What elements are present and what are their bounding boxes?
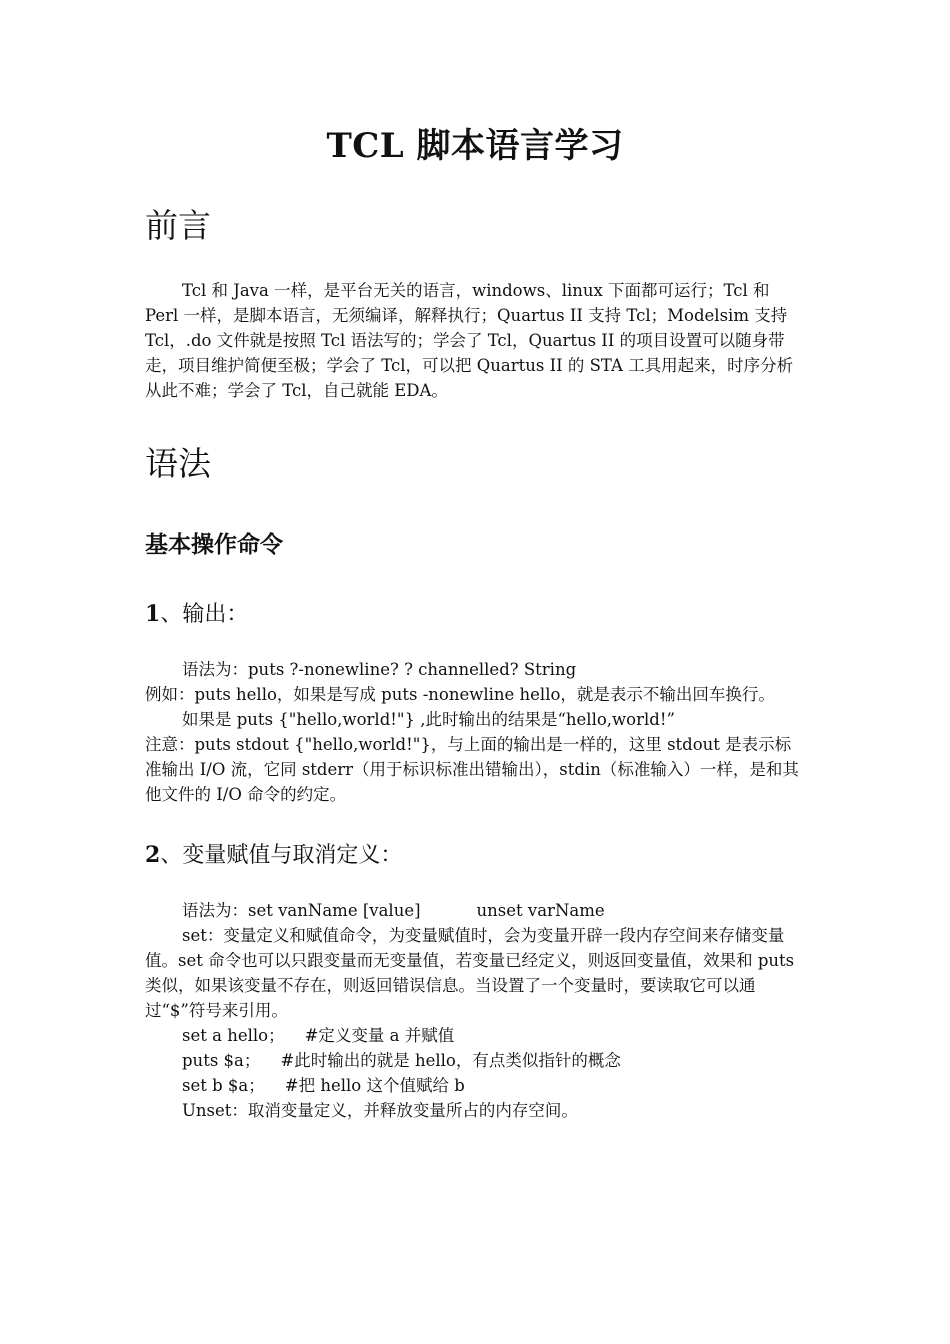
preface-paragraph xyxy=(145,278,807,403)
variables-heading-number: 2 xyxy=(145,842,161,868)
puts-syntax-line: 语法为：puts ?-nonewline? ? channelled? String xyxy=(182,660,577,679)
example-2-comment: #此时输出的就是 hello，有点类似指针的概念 xyxy=(280,1051,621,1070)
variables-heading-text: 、变量赋值与取消定义： xyxy=(160,843,403,868)
set-syntax: 语法为：set vanName [value] xyxy=(182,901,421,920)
set-syntax-line xyxy=(145,898,807,923)
output-section-body xyxy=(145,657,807,807)
example-1-comment: #定义变量 a 并赋值 xyxy=(304,1026,455,1045)
preface-text: Tcl 和 Java 一样，是平台无关的语言，windows、linux 下面都可运行；Tcl 和 Perl 一样，是脚本语言，无须编译，解释执行；Quartus II 支持 Tcl；Modelsim 支持 Tcl，.do 文件就是按照 Tcl 语法写的；学会了 Tcl，Quartus II 的项目设置可以随身带走，项目维护简便至极；学会了 Tcl，可以把 Quartus II 的 STA 工具用起来，时序分析从此不难；学会了 Tcl，自己就能 EDA。 xyxy=(145,281,794,400)
preface-heading: 前言 xyxy=(145,206,211,245)
example-2-code: puts $a； xyxy=(182,1051,261,1070)
variables-section-body xyxy=(145,898,807,1123)
unset-description: Unset：取消变量定义，并释放变量所占的内存空间。 xyxy=(182,1101,578,1120)
variables-heading xyxy=(145,838,402,869)
puts-if-case-line: 如果是 puts {"hello,world!"} ,此时输出的结果是“hello,world!” xyxy=(182,710,675,729)
unset-syntax: unset varName xyxy=(476,901,605,920)
example-3-comment: #把 hello 这个值赋给 b xyxy=(284,1076,465,1095)
output-heading xyxy=(145,597,248,628)
puts-note-paragraph: 注意：puts stdout {"hello,world!"}，与上面的输出是一样的，这里 stdout 是表示标准输出 I/O 流，它同 stderr（用于标识标准出错输出），stdin（标准输入）一样，是和其他文件的 I/O 命令的约定。 xyxy=(145,735,799,804)
puts-example-line: 例如：puts hello，如果是写成 puts -nonewline hello，就是表示不输出回车换行。 xyxy=(145,685,775,704)
example-1-code: set a hello； xyxy=(182,1026,285,1045)
syntax-heading: 语法 xyxy=(145,444,211,483)
output-heading-text: 、输出： xyxy=(160,602,249,627)
example-line-3 xyxy=(145,1073,807,1098)
output-heading-number: 1 xyxy=(145,601,161,627)
example-line-1 xyxy=(145,1023,807,1048)
example-line-2 xyxy=(145,1048,807,1073)
example-3-code: set b $a； xyxy=(182,1076,265,1095)
basic-commands-heading: 基本操作命令 xyxy=(145,531,283,558)
document-title: TCL 脚本语言学习 xyxy=(326,126,624,166)
set-description: set：变量定义和赋值命令，为变量赋值时，会为变量开辟一段内存空间来存储变量值。set 命令也可以只跟变量而无变量值，若变量已经定义，则返回变量值，效果和 puts 类似，如果该变量不存在，则返回错误信息。当设置了一个变量时，要读取它可以通过“$”符号来引用。 xyxy=(145,926,795,1020)
